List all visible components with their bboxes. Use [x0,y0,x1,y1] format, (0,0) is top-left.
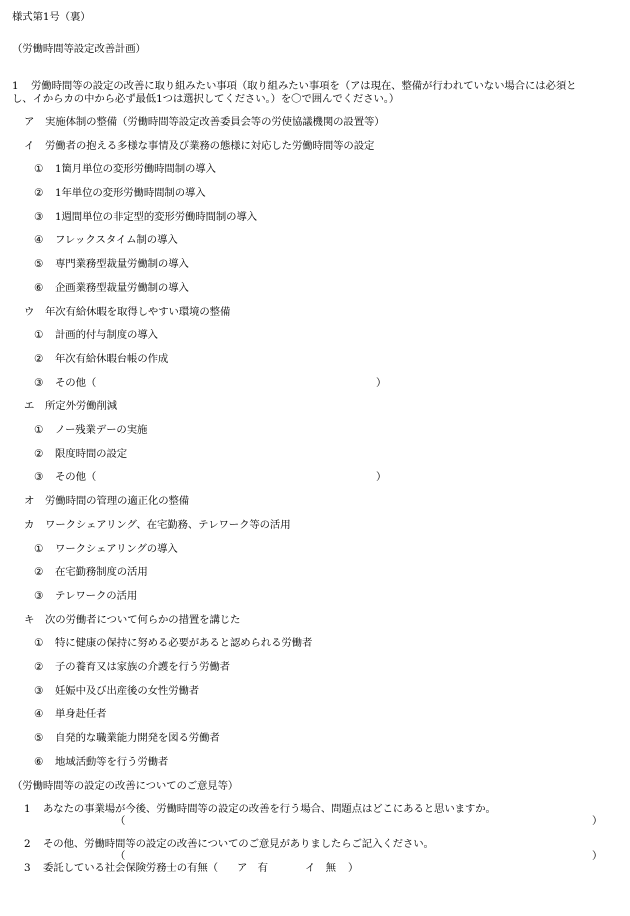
item-e [24,400,117,413]
sub-item-other [34,471,96,484]
sub-item-text: 1年単位の変形労働時間制の導入 [55,187,206,199]
sub-item-text: 自発的な職業能力開発を図る労働者 [55,732,220,744]
q2-answer-close-paren[interactable]: ） [592,850,603,862]
sub-item-mark: ③ [34,685,44,697]
sub-item-text: 単身赴任者 [55,708,107,720]
sub-item-text: 計画的付与制度の導入 [55,329,158,341]
item-text: 労働時間の管理の適正化の整備 [45,495,190,507]
sub-item [34,661,230,674]
sub-item [34,424,147,437]
item-text: 実施体制の整備（労働時間等設定改善委員会等の労使協議機関の設置等） [45,116,385,128]
document-title: （労働時間等設定改善計画） [12,43,146,55]
question-number: 3 [24,862,31,874]
sub-item [34,708,106,721]
sub-item-mark: ③ [34,211,44,223]
sub-item-mark: ② [34,353,44,365]
sub-item-text: フレックスタイム制の導入 [55,234,178,246]
opinion-q2 [24,838,434,851]
item-text: 次の労働者について何らかの措置を講じた [45,614,241,626]
item-letter: エ [24,400,35,412]
sub-item-mark: ④ [34,234,44,246]
sub-item [34,637,312,650]
item-u [24,306,230,319]
question-text: 委託している社会保険労務士の有無（ [43,862,218,874]
item-letter: ア [24,116,35,128]
sub-item-mark: ② [34,448,44,460]
other-close-paren: ） [376,377,387,389]
item-i [24,140,374,153]
sub-item-mark: ⑥ [34,282,44,294]
q3-close-paren: ） [348,862,359,874]
sub-item-mark: ③ [34,377,44,389]
q1-answer-open-paren[interactable]: （ [115,815,126,827]
sub-item-text: 妊娠中及び出産後の女性労働者 [55,685,200,697]
section1-number: 1 [12,80,19,92]
sub-item-text: 専門業務型裁量労働制の導入 [55,258,189,270]
sub-item-mark: ⑥ [34,756,44,768]
sub-item-other [34,377,96,390]
sub-item [34,258,189,271]
sub-item-text: ノー残業デーの実施 [55,424,148,436]
other-close-paren: ） [376,471,387,483]
sub-item [34,211,257,224]
sub-item-mark: ② [34,187,44,199]
q3-option-no[interactable]: イ 無 [305,862,336,874]
sub-item-text: 地域活動等を行う労働者 [55,756,169,768]
item-o [24,495,189,508]
item-a [24,116,385,129]
item-letter: カ [24,519,35,531]
sub-item [34,732,220,745]
sub-item [34,543,178,556]
sub-item [34,282,189,295]
sub-item [34,353,168,366]
sub-item-text: 1箇月単位の変形労働時間制の導入 [55,163,216,175]
section1-intro-line2: し、イからカの中から必ず最低1つは選択してください。）を〇で囲んでください。） [12,93,400,105]
sub-item [34,448,127,461]
sub-item-text: テレワークの活用 [55,590,138,602]
sub-item-mark: ① [34,163,44,175]
section1-intro-line1: 労働時間等の設定の改善に取り組みたい事項（取り組みたい事項を（アは現在、整備が行われていない場合には必須と [31,80,577,92]
sub-item-text: 企画業務型裁量労働制の導入 [55,282,189,294]
sub-item-text: 年次有給休暇台帳の作成 [55,353,169,365]
question-number: 2 [24,838,31,850]
item-ki [24,614,240,627]
sub-item [34,590,137,603]
sub-item [34,187,206,200]
sub-item-text: 子の養育又は家族の介護を行う労働者 [55,661,230,673]
sub-item-text: その他（ [55,471,97,483]
section1-intro [12,80,576,93]
opinion-q3 [24,862,218,875]
sub-item-mark: ① [34,543,44,555]
sub-item-mark: ② [34,661,44,673]
sub-item-text: ワークシェアリングの導入 [55,543,178,555]
item-ka [24,519,291,532]
item-text: 労働者の抱える多様な事情及び業務の態様に対応した労働時間等の設定 [45,140,375,152]
sub-item-mark: ⑤ [34,258,44,270]
question-text: あなたの事業場が今後、労働時間等の設定の改善を行う場合、問題点はどこにあると思いますか。 [43,803,496,815]
sub-item-text: 1週間単位の非定型的変形労働時間制の導入 [55,211,258,223]
sub-item-text: その他（ [55,377,97,389]
question-text: その他、労働時間等の設定の改善についてのご意見がありましたらご記入ください。 [43,838,434,850]
sub-item [34,756,168,769]
sub-item [34,234,178,247]
opinions-heading: （労働時間等の設定の改善についてのご意見等） [12,780,239,792]
sub-item-mark: ⑤ [34,732,44,744]
sub-item-mark: ④ [34,708,44,720]
sub-item-mark: ③ [34,590,44,602]
item-letter: イ [24,140,35,152]
item-text: ワークシェアリング、在宅勤務、テレワーク等の活用 [45,519,291,531]
sub-item-text: 限度時間の設定 [55,448,128,460]
opinion-q1 [24,803,496,816]
sub-item-mark: ① [34,329,44,341]
sub-item [34,163,216,176]
sub-item-mark: ① [34,637,44,649]
question-number: 1 [24,803,31,815]
item-text: 年次有給休暇を取得しやすい環境の整備 [45,306,231,318]
sub-item-text: 特に健康の保持に努める必要があると認められる労働者 [55,637,313,649]
item-text: 所定外労働削減 [45,400,118,412]
sub-item-mark: ③ [34,471,44,483]
sub-item-mark: ① [34,424,44,436]
item-letter: キ [24,614,35,626]
q3-option-yes[interactable]: ア 有 [237,862,268,874]
sub-item-text: 在宅勤務制度の活用 [55,566,148,578]
sub-item [34,566,148,579]
q1-answer-close-paren[interactable]: ） [592,815,603,827]
sub-item [34,329,158,342]
item-letter: ウ [24,306,35,318]
item-letter: オ [24,495,35,507]
form-label: 様式第1号（裏） [12,11,91,23]
sub-item-mark: ② [34,566,44,578]
sub-item [34,685,199,698]
q2-answer-open-paren[interactable]: （ [115,850,126,862]
